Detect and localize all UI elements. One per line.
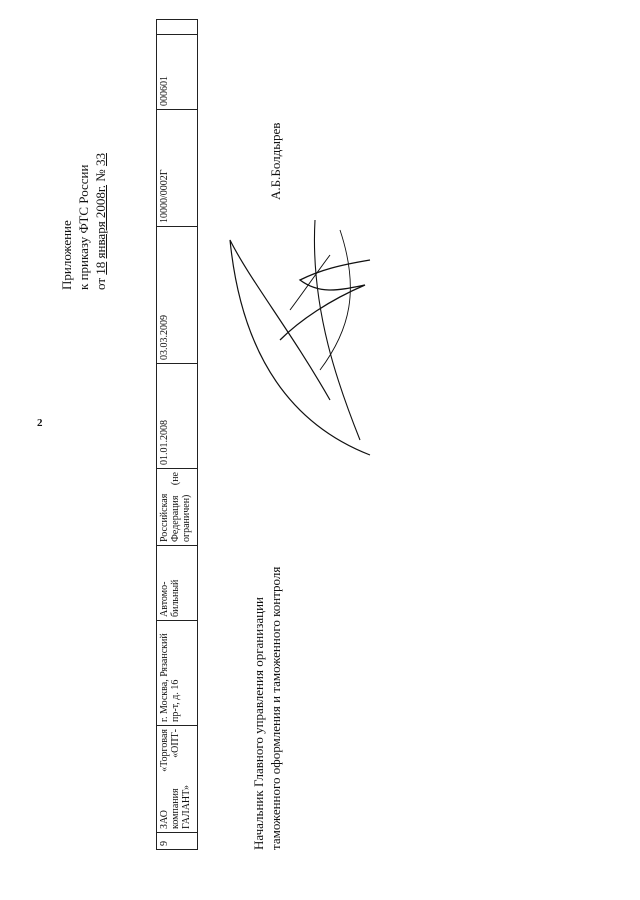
annex-title: Приложение xyxy=(59,220,74,290)
signature-block xyxy=(250,567,284,850)
cell-code: 10000/0002Г xyxy=(157,110,198,227)
annex-date-day: 18 xyxy=(93,261,108,275)
cell-territory: Российская Федерация (не ограничен) xyxy=(157,469,198,546)
cell-organization: ЗАО «Торговая компания «ОПТ-ГАЛАНТ» xyxy=(157,726,198,833)
annex-date-month-year: января 2008г. xyxy=(93,184,108,259)
signatory-name: А.Б.Болдырев xyxy=(268,122,283,200)
position-line-2: таможенного оформления и таможенного контроля xyxy=(268,566,283,850)
cell-transport-type: Автомо-бильный xyxy=(157,546,198,621)
cell-number: 9 xyxy=(157,833,198,850)
annex-number: 33 xyxy=(93,153,108,167)
cell-extra xyxy=(157,20,198,35)
page-number: 2 xyxy=(37,417,43,429)
annex-header xyxy=(58,126,109,290)
annex-order-line: к приказу ФТС России xyxy=(76,164,91,290)
registry-table xyxy=(156,19,198,850)
cell-date-from: 01.01.2008 xyxy=(157,364,198,469)
cell-registration-number: 000601 xyxy=(157,35,198,110)
annex-date-prefix: от xyxy=(93,277,108,290)
table-row xyxy=(157,20,198,850)
cell-address: г. Москва, Рязанский пр-т, д. 16 xyxy=(157,621,198,726)
position-line-1: Начальник Главного управления организации xyxy=(251,597,266,850)
handwritten-signature xyxy=(220,200,380,460)
annex-date-line xyxy=(92,126,109,290)
annex-number-prefix: № xyxy=(93,169,108,182)
cell-date-to: 03.03.2009 xyxy=(157,227,198,364)
